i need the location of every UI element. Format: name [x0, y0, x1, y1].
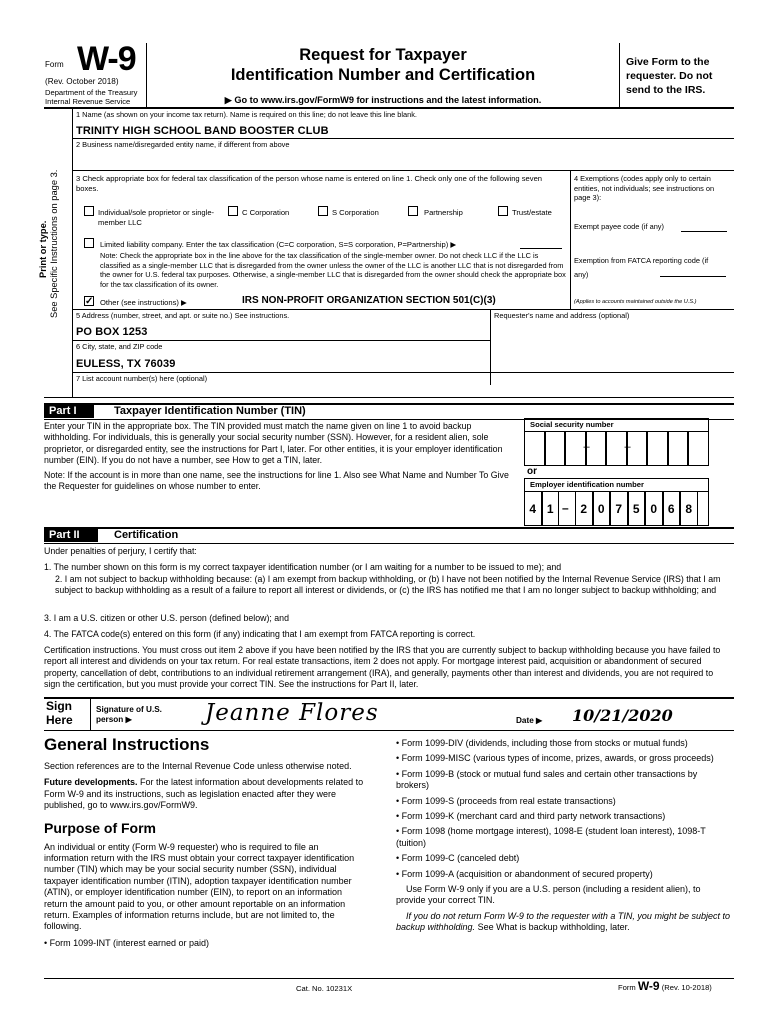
- signature-label: Signature of U.S. person ▶: [96, 705, 162, 724]
- ein-digit: 8: [685, 502, 693, 516]
- ein-digit: 0: [597, 502, 605, 516]
- ein-dash: –: [562, 501, 569, 515]
- partnership-label: Partnership: [424, 208, 463, 217]
- line3-label: 3 Check appropriate box for federal tax classification of the person whose name is entered on line 1. Check only one of the following seven boxes.: [76, 174, 543, 193]
- general-p2: [44, 777, 364, 811]
- cert-item1: 1. The number shown on this form is my correct taxpayer identification number (or I am waiting for a number to be issued to me); and: [44, 562, 562, 572]
- department: Department of the Treasury: [45, 88, 138, 97]
- ein-digit-box[interactable]: [524, 491, 542, 526]
- fatca-code-field[interactable]: [660, 276, 726, 277]
- c-corp-label: C Corporation: [242, 208, 290, 217]
- ein-digit: 6: [667, 502, 675, 516]
- c-corp-checkbox[interactable]: [228, 206, 238, 216]
- ssn-digit-box[interactable]: [688, 431, 709, 466]
- line4-label: 4 Exemptions (codes apply only to certain entities, not individuals; see instructions on page 3):: [574, 174, 715, 203]
- llc-checkbox[interactable]: [84, 238, 94, 248]
- footer-form-number: W-9: [637, 979, 660, 993]
- form-type-bullet: • Form 1099-A (acquisition or abandonment of secured property): [396, 868, 653, 879]
- left-column: [44, 735, 364, 954]
- general-p1: Section references are to the Internal Revenue Code unless otherwise noted.: [44, 761, 352, 771]
- line5-label: 5 Address (number, street, and apt. or suite no.) See instructions.: [76, 311, 290, 320]
- ein-digit-box[interactable]: [663, 491, 681, 526]
- ein-digit-box[interactable]: [645, 491, 663, 526]
- ssn-label: Social security number: [530, 420, 614, 429]
- cert-item3: 3. I am a U.S. citizen or other U.S. person (defined below); and: [44, 613, 289, 623]
- ein-digit-box[interactable]: [575, 491, 593, 526]
- form-type-bullet: • Form 1098 (home mortgage interest), 1098-E (student loan interest), 1098-T (tuition): [396, 826, 706, 848]
- s-corp-label: S Corporation: [332, 208, 379, 217]
- line6-city-value[interactable]: EULESS, TX 76039: [76, 358, 176, 370]
- form-title-line2: Identification Number and Certification: [230, 66, 536, 84]
- cert-instructions-text: Certification instructions. You must cross out item 2 above if you have been notified by the IRS that you are currently subject to backup withholding because you have failed to report all interest and dividends on your tax return. For real estate transactions, item 2 does not apply. For mortgage interest paid, acquisition or abandonment of secured property, cancellation of debt, contributions to an individual retirement arrangement (IRA), and generally, payments other than interest and dividends, you are not required to sign the certification, but you must provide your correct TIN. See the instructions for Part II, later.: [44, 645, 721, 689]
- form-type-bullet: • Form 1099-MISC (various types of income, prizes, awards, or gross proceeds): [396, 753, 714, 764]
- footer-form: [618, 979, 712, 993]
- other-checkbox[interactable]: [84, 296, 94, 306]
- part2-title: Certification: [114, 529, 179, 541]
- cert-intro: Under penalties of perjury, I certify that:: [44, 546, 197, 556]
- if-not-tail: See What is backup withholding, later.: [475, 922, 630, 933]
- if-not-italic: If you do not return Form W-9 to the requester with a TIN, you might be subject to backup withholding.: [396, 910, 730, 933]
- form-type-bullet: • Form 1099-C (canceled debt): [396, 853, 520, 864]
- cert-item4: 4. The FATCA code(s) entered on this form (if any) indicating that I am exempt from FATCA reporting is correct.: [44, 629, 476, 639]
- ssn-digit-box[interactable]: [668, 431, 689, 466]
- future-dev-heading: Future developments.: [44, 777, 138, 788]
- form-word: Form: [45, 60, 64, 69]
- irs-label: Internal Revenue Service: [45, 97, 131, 106]
- exempt-payee-label: Exempt payee code (if any): [574, 222, 664, 231]
- form-number: W-9: [77, 40, 136, 78]
- individual-label: Individual/sole proprietor or single-member LLC: [98, 208, 215, 227]
- ein-digit: 1: [546, 502, 554, 516]
- form-type-bullet: • Form 1099-DIV (dividends, including those from stocks or mutual funds): [396, 738, 688, 748]
- if-not-text: [396, 911, 730, 934]
- ein-digit-box[interactable]: [593, 491, 611, 526]
- part1-tag: Part I: [44, 404, 94, 418]
- exempt-payee-field[interactable]: [681, 231, 727, 232]
- general-p2-text: For the latest information about developments related to Form W-9 and its instructions, such as legislation enacted after they were published, go to www.irs.gov/FormW9.: [44, 777, 364, 811]
- side-label-line1: Print or type.: [38, 220, 48, 278]
- use-form-text: Use Form W-9 only if you are a U.S. person (including a resident alien), to provide your correct TIN.: [396, 884, 701, 906]
- ssn-dash: –: [624, 441, 631, 453]
- or-label: or: [527, 466, 537, 477]
- ein-digit: 4: [529, 502, 537, 516]
- part1-text: Enter your TIN in the appropriate box. The TIN provided must match the name given on line 1 to avoid backup withholding. For individuals, this is generally your social security number (SSN). However, for a resident alien, sole proprietor, or disregarded entity, see the instructions for Part I, later. For other entities, it is your employer identification number (EIN). If you do not have a number, see How to get a TIN, later.: [44, 421, 503, 465]
- line6-label: 6 City, state, and ZIP code: [76, 342, 163, 351]
- llc-label: Limited liability company. Enter the tax classification (C=C corporation, S=S corporation, P=Partnership) ▶: [100, 240, 457, 249]
- ssn-digit-box[interactable]: [624, 431, 648, 466]
- date-value[interactable]: 10/21/2020: [572, 706, 673, 725]
- fatca-label: Exemption from FATCA reporting code (if any): [574, 256, 709, 279]
- footer-revision: (Rev. 10-2018): [661, 983, 712, 992]
- ssn-digit-box[interactable]: [606, 431, 627, 466]
- ssn-digit-box[interactable]: [524, 431, 545, 466]
- requester-label: Requester's name and address (optional): [494, 311, 630, 320]
- part1-title: Taxpayer Identification Number (TIN): [114, 405, 306, 417]
- form-type-bullet: • Form 1099-S (proceeds from real estate transactions): [396, 795, 616, 806]
- footer-form-word: Form: [618, 983, 636, 992]
- ein-digit-box[interactable]: [542, 491, 560, 526]
- side-label: [38, 78, 60, 318]
- catalog-number: Cat. No. 10231X: [296, 984, 353, 993]
- date-label: Date ▶: [516, 716, 543, 725]
- general-heading: General Instructions: [44, 735, 210, 754]
- cert-instructions: [44, 645, 730, 690]
- cert-item2: 2. I am not subject to backup withholding because: (a) I am exempt from backup withholding, or (b) I have not been notified by the Internal Revenue Service (IRS) that I am subject to backup withholding as a result of a failure to report all interest or dividends, or (c) the IRS has notified me that I am no longer subject to backup withholding; and: [55, 574, 721, 596]
- instructions-link[interactable]: ▶ Go to www.irs.gov/FormW9 for instructions and the latest information.: [224, 95, 542, 105]
- bullet-1099-int: • Form 1099-INT (interest earned or paid): [44, 937, 210, 948]
- llc-note: Note: Check the appropriate box in the line above for the tax classification of the single-member owner. Do not check LLC if the LLC is classified as a single-member LLC that is disregarded from the owner unless the owner of the LLC is another LLC that is not disregarded from the owner for U.S. federal tax purposes. Otherwise, a single-member LLC that is disregarded from the owner should check the appropriate box for the tax classification of its owner.: [100, 251, 566, 289]
- ssn-digit-box[interactable]: [647, 431, 668, 466]
- ein-digit: 2: [580, 502, 588, 516]
- ssn-dash: –: [583, 441, 590, 453]
- other-checkmark-icon: ✓: [85, 296, 94, 307]
- ein-label-box: [524, 478, 709, 491]
- llc-tax-class-field[interactable]: [520, 248, 562, 249]
- general-p3: An individual or entity (Form W-9 requester) who is required to file an information return with the IRS must obtain your correct taxpayer identification number (TIN) which may be your social security number (SSN), individual taxpayer identification number (ITIN), adoption taxpayer identification number (ATIN), or employer identification number (EIN), to report on an information return the amount paid to you, or other amount reportable on an information return. Examples of information returns include, but are not limited to, the following.: [44, 841, 355, 932]
- fatca-applies-note: (Applies to accounts maintained outside the U.S.): [574, 299, 697, 305]
- ein-digit: 7: [615, 502, 623, 516]
- ein-label: Employer identification number: [530, 480, 644, 489]
- partnership-checkbox[interactable]: [408, 206, 418, 216]
- ein-digit-box[interactable]: [628, 491, 646, 526]
- ein-digit-box[interactable]: [610, 491, 628, 526]
- give-form-note: Give Form to the requester. Do not send to the IRS.: [626, 56, 713, 96]
- s-corp-checkbox[interactable]: [318, 206, 328, 216]
- sign-here-label: Sign Here: [46, 699, 73, 727]
- ssn-digit-box[interactable]: [565, 431, 586, 466]
- line2-label: 2 Business name/disregarded entity name, if different from above: [76, 140, 290, 149]
- form-type-bullet: • Form 1099-B (stock or mutual fund sales and certain other transactions by brokers): [396, 768, 698, 791]
- form-title-line1: Request for Taxpayer: [299, 46, 467, 64]
- line1-label: 1 Name (as shown on your income tax return). Name is required on this line; do not leave this line blank.: [76, 110, 417, 119]
- ssn-digit-box[interactable]: [545, 431, 566, 466]
- ssn-label-box: [524, 418, 709, 431]
- trust-checkbox[interactable]: [498, 206, 508, 216]
- other-classification-value[interactable]: IRS NON-PROFIT ORGANIZATION SECTION 501(C)(3): [242, 295, 496, 306]
- trust-label: Trust/estate: [512, 208, 552, 217]
- form-type-bullet: • Form 1099-K (merchant card and third party network transactions): [396, 811, 666, 822]
- individual-checkbox[interactable]: [84, 206, 94, 216]
- signature-value[interactable]: Jeanne Flores: [205, 700, 379, 726]
- right-column: [396, 738, 730, 938]
- other-label: Other (see instructions) ▶: [100, 298, 187, 307]
- revision: (Rev. October 2018): [45, 77, 119, 86]
- ein-digit-box[interactable]: [680, 491, 698, 526]
- part1-note: Note: If the account is in more than one name, see the instructions for line 1. Also see What Name and Number To Give the Requester for guidelines on whose number to enter.: [44, 470, 509, 492]
- ein-digit: 0: [650, 502, 658, 516]
- ein-digit: 5: [632, 502, 640, 516]
- purpose-heading: Purpose of Form: [44, 819, 157, 836]
- ssn-digit-box[interactable]: [583, 431, 607, 466]
- line1-name-value[interactable]: TRINITY HIGH SCHOOL BAND BOOSTER CLUB: [76, 125, 329, 137]
- side-label-line2: See Specific Instructions on page 3.: [49, 169, 59, 318]
- line7-label: 7 List account number(s) here (optional): [76, 374, 208, 383]
- line5-address-value[interactable]: PO BOX 1253: [76, 326, 148, 338]
- part2-tag: Part II: [44, 528, 98, 542]
